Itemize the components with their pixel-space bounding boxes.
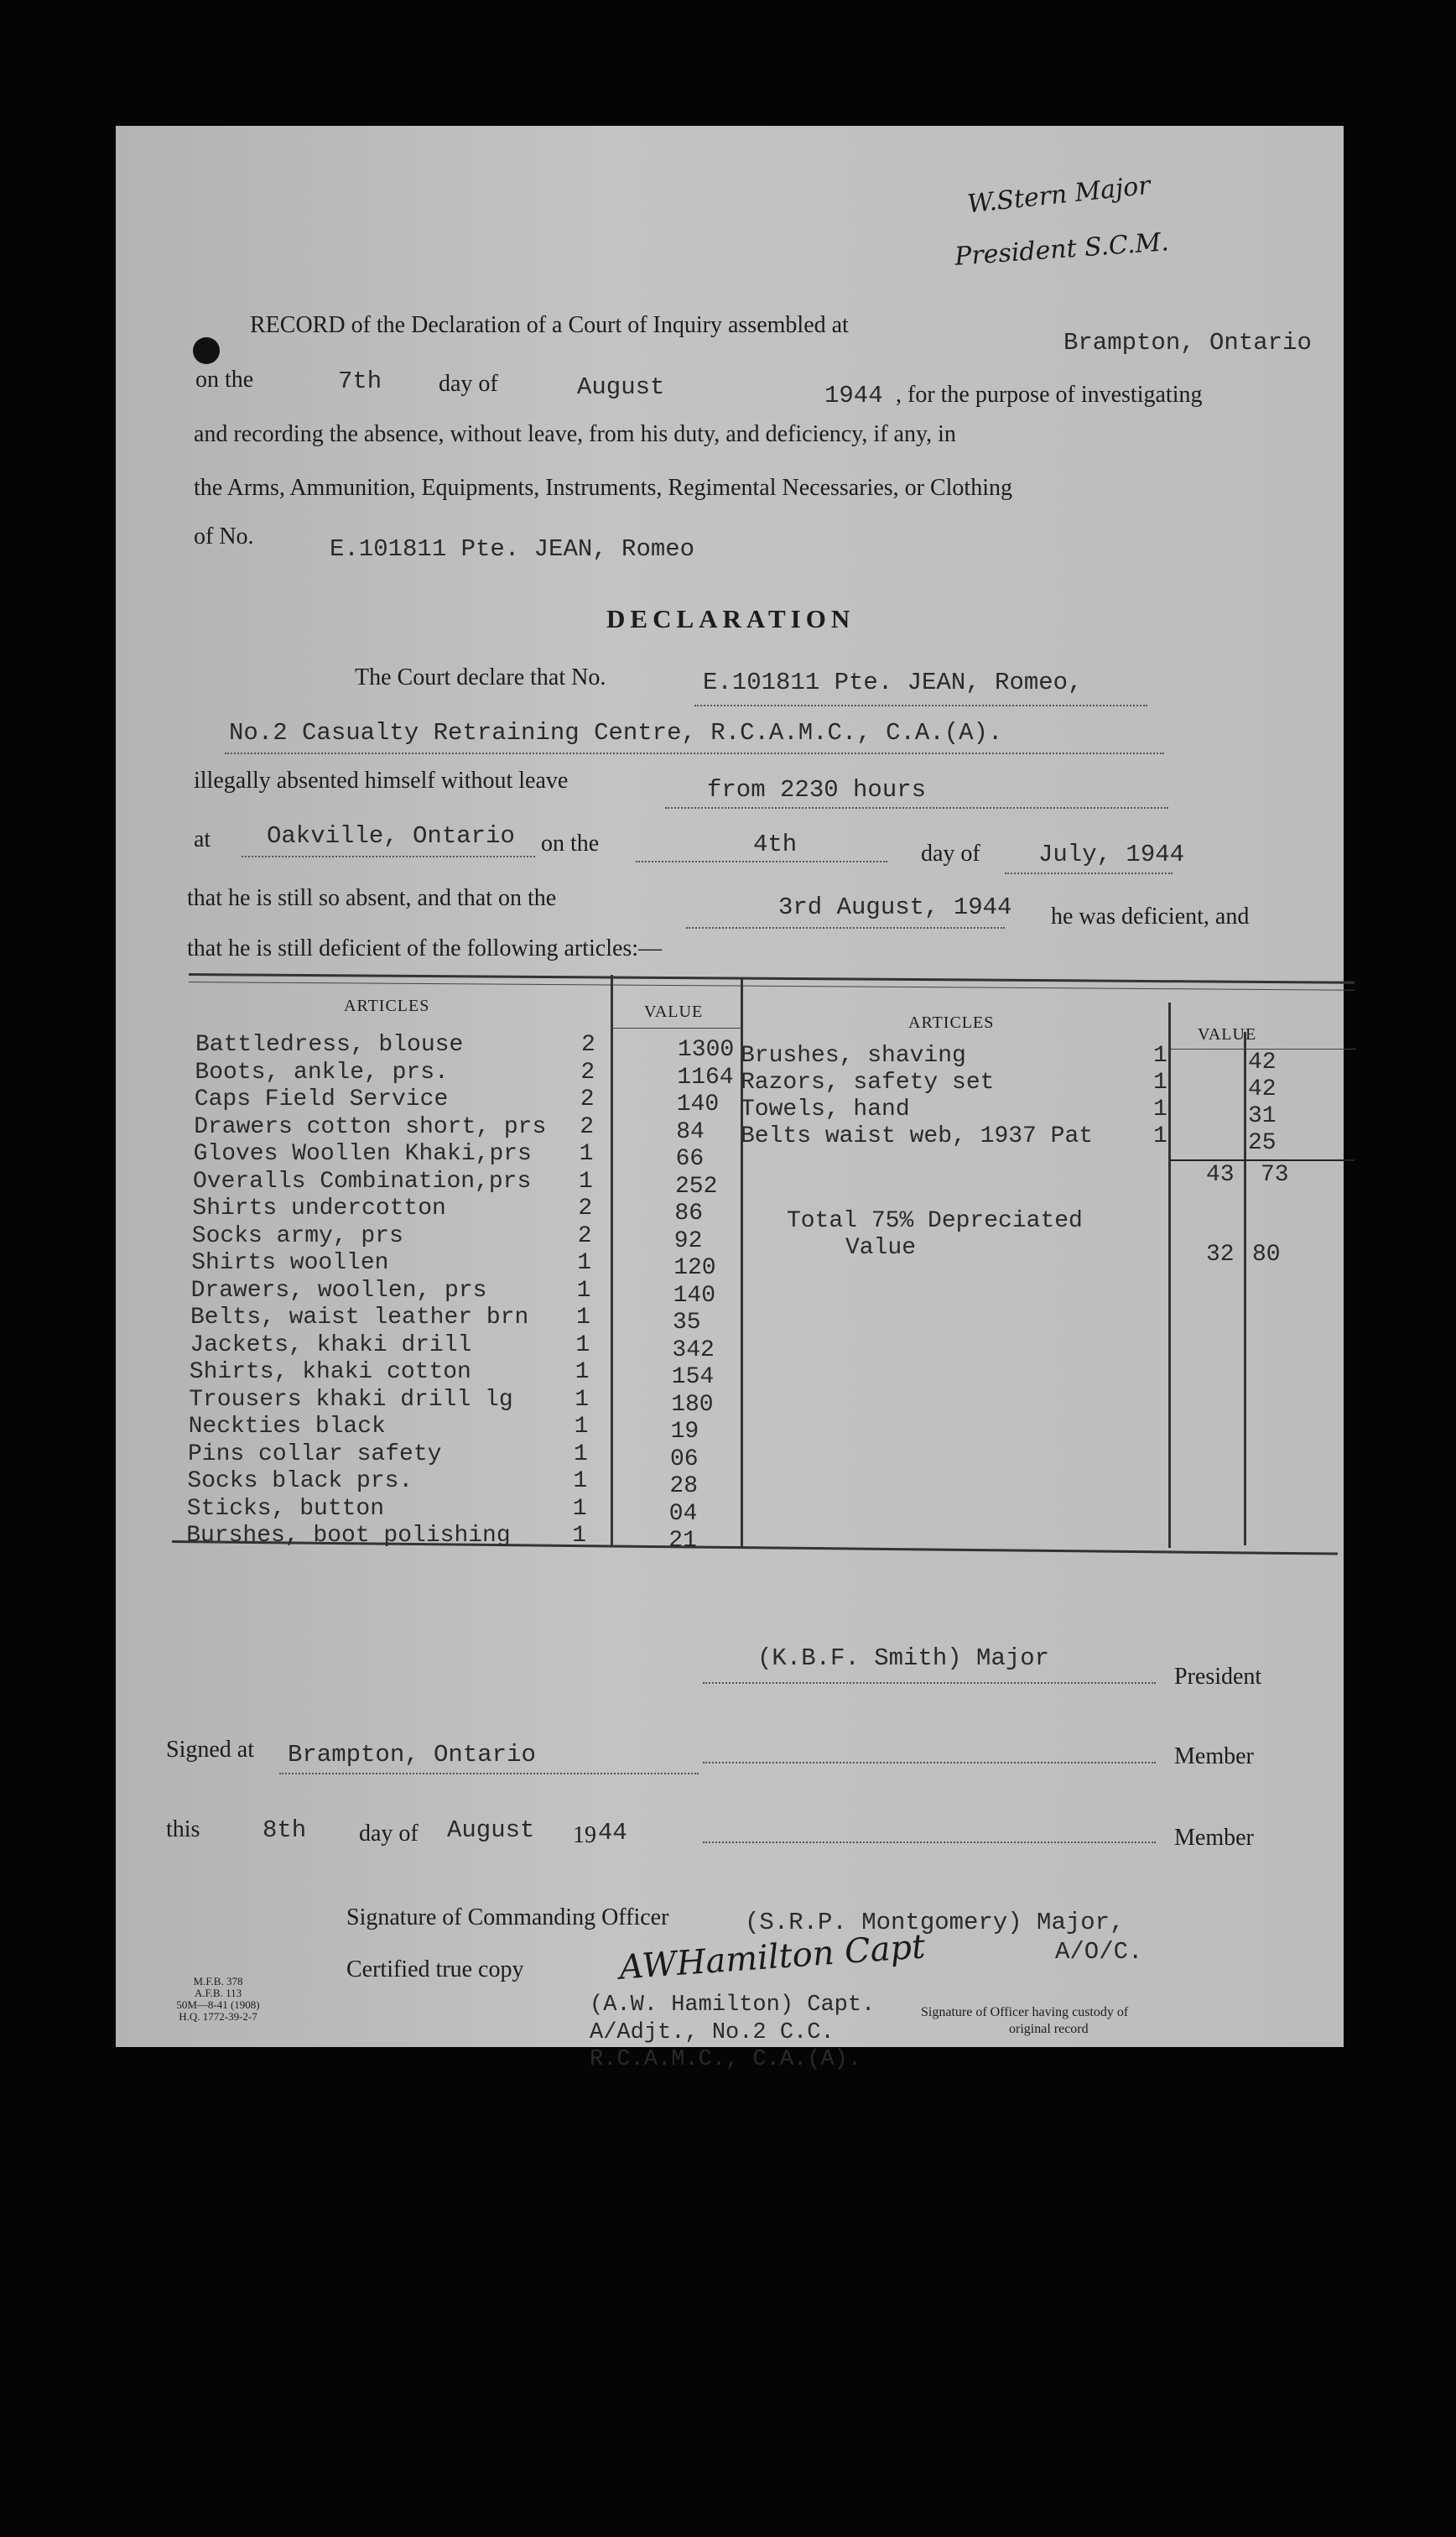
right-row-qty: 1 (1153, 1097, 1167, 1123)
right-row-article: Belts waist web, 1937 Pat (741, 1123, 1094, 1149)
member-label-1: Member (1174, 1743, 1254, 1769)
left-row-article: Pins collar safety (188, 1440, 442, 1467)
left-row-qty: 2 (578, 1196, 593, 1222)
left-row-value: 84 (676, 1118, 705, 1145)
declaration-illegally: illegally absented himself without leave (194, 768, 569, 794)
subtotal-dollars: 43 (1206, 1162, 1235, 1188)
left-row-value: 28 (669, 1473, 698, 1499)
left-row-value: 06 (670, 1446, 699, 1472)
left-row-qty: 1 (574, 1414, 589, 1440)
left-row-qty: 1 (579, 1141, 594, 1167)
left-row-qty: 2 (580, 1086, 595, 1112)
left-row-qty: 1 (575, 1359, 590, 1385)
record-year: 1944 (824, 382, 883, 409)
certifier-name: (A.W. Hamilton) Capt. (590, 1993, 876, 2018)
left-row-qty: 2 (577, 1222, 592, 1249)
left-row-article: Neckties black (188, 1414, 386, 1440)
signed-at-label: Signed at (166, 1737, 254, 1763)
declaration-court: The Court declare that No. (355, 664, 606, 690)
declaration-at: at (194, 826, 211, 852)
certifier-unit: R.C.A.M.C., C.A.(A). (590, 2047, 862, 2072)
co-name: (S.R.P. Montgomery) Major, (745, 1909, 1125, 1936)
record-place: Brampton, Ontario (1063, 329, 1312, 357)
left-row-qty: 1 (573, 1468, 588, 1494)
left-row-qty: 2 (580, 1059, 595, 1086)
record-day: 7th (338, 367, 382, 395)
total-cents: 80 (1252, 1242, 1281, 1268)
left-row-article: Belts, waist leather brn (190, 1305, 529, 1331)
co-title: A/O/C. (1055, 1938, 1143, 1966)
document-page (116, 126, 1344, 2072)
declaration-abs-month: July, 1944 (1038, 841, 1185, 868)
left-row-qty: 1 (577, 1250, 591, 1276)
left-row-value: 66 (675, 1146, 705, 1172)
record-line-3: and recording the absence, without leave, from his duty, and deficiency, if any, in (194, 421, 956, 447)
total-label-2: Value (845, 1235, 917, 1261)
right-row-cents: 42 (1248, 1076, 1277, 1102)
left-row-qty: 1 (575, 1386, 589, 1413)
left-row-qty: 1 (576, 1305, 590, 1331)
record-intro: RECORD of the Declaration of a Court of Inquiry assembled at (250, 312, 849, 338)
declaration-deficient-of: that he is still deficient of the following articles:— (187, 935, 663, 961)
left-row-article: Jackets, khaki drill (190, 1331, 472, 1358)
custody-label-1: Signature of Officer having custody of (921, 2005, 1129, 2019)
right-col-value-header: VALUE (1198, 1025, 1257, 1044)
left-row-value: 140 (673, 1282, 716, 1309)
form-code: H.Q. 1772-39-2-7 (179, 2010, 257, 2023)
subtotal-cents: 73 (1261, 1162, 1289, 1188)
declaration-heading: DECLARATION (606, 604, 855, 633)
right-row-article: Brushes, shaving (741, 1043, 966, 1069)
record-purpose: , for the purpose of investigating (896, 382, 1203, 408)
declaration-deficient-date: 3rd August, 1944 (778, 893, 1012, 921)
right-row-cents: 25 (1248, 1130, 1277, 1156)
certified-label: Certified true copy (346, 1956, 524, 1982)
left-row-qty: 1 (579, 1168, 593, 1195)
form-code: A.F.B. 113 (194, 1987, 242, 1999)
signed-day: 8th (263, 1816, 307, 1844)
left-row-value: 120 (673, 1255, 716, 1281)
left-row-article: Overalls Combination,prs (193, 1168, 532, 1195)
annotation-line-2: President S.C.M. (954, 227, 1170, 272)
record-on-the: on the (195, 367, 254, 393)
form-codes (155, 1976, 281, 2023)
left-row-article: Socks army, prs (191, 1222, 403, 1249)
left-row-value: 180 (671, 1391, 714, 1418)
left-row-qty: 1 (575, 1331, 590, 1358)
left-row-article: Shirts undercotton (192, 1196, 446, 1222)
left-row-article: Socks black prs. (187, 1468, 413, 1494)
right-row-qty: 1 (1153, 1123, 1167, 1149)
left-row-value: 35 (673, 1310, 701, 1336)
signed-year-suffix: 44 (598, 1819, 627, 1847)
record-month: August (577, 373, 665, 401)
declaration-still-absent: that he is still so absent, and that on the (187, 885, 557, 911)
left-row-article: Sticks, button (186, 1495, 385, 1522)
right-row-qty: 1 (1153, 1043, 1167, 1069)
signed-year-prefix: 19 (573, 1822, 596, 1848)
right-row-article: Towels, hand (741, 1097, 910, 1123)
right-row-qty: 1 (1153, 1070, 1167, 1096)
left-row-article: Battledress, blouse (195, 1032, 464, 1058)
declaration-abs-day: 4th (753, 831, 798, 858)
total-label-1: Total 75% Depreciated (787, 1208, 1083, 1234)
left-row-qty: 1 (572, 1495, 587, 1522)
left-row-value: 86 (674, 1201, 703, 1227)
right-row-cents: 42 (1248, 1050, 1277, 1076)
declaration-soldier: E.101811 Pte. JEAN, Romeo, (703, 669, 1083, 696)
ink-blot (193, 337, 220, 364)
left-row-qty: 1 (574, 1440, 588, 1467)
signed-month: August (447, 1816, 535, 1844)
left-row-article: Shirts, khaki cotton (189, 1359, 471, 1385)
left-row-article: Drawers cotton short, prs (194, 1113, 547, 1140)
signed-place: Brampton, Ontario (288, 1741, 536, 1769)
president-label: President (1174, 1664, 1262, 1690)
left-row-qty: 2 (580, 1113, 594, 1140)
custody-label-2: original record (1009, 2022, 1089, 2036)
left-row-value: 21 (668, 1528, 697, 1554)
left-row-value: 04 (668, 1500, 698, 1527)
left-row-qty: 2 (581, 1032, 595, 1058)
left-row-value: 19 (670, 1419, 699, 1445)
declaration-on-the: on the (541, 831, 600, 857)
total-dollars: 32 (1206, 1242, 1235, 1268)
left-row-value: 92 (673, 1227, 703, 1254)
left-row-qty: 1 (572, 1523, 586, 1549)
right-col-articles-header: ARTICLES (908, 1013, 995, 1032)
declaration-from-time: from 2230 hours (707, 776, 927, 804)
left-col-articles-header: ARTICLES (344, 997, 430, 1015)
left-row-article: Caps Field Service (194, 1086, 449, 1112)
form-code: 50M—8-41 (1908) (176, 1998, 260, 2011)
signed-day-of: day of (359, 1821, 419, 1847)
form-code: M.F.B. 378 (193, 1975, 243, 1987)
record-soldier: E.101811 Pte. JEAN, Romeo (330, 535, 695, 563)
left-row-value: 342 (672, 1336, 715, 1363)
right-row-article: Razors, safety set (741, 1070, 995, 1096)
left-row-value: 1164 (677, 1064, 734, 1091)
member-label-2: Member (1174, 1825, 1254, 1851)
left-row-article: Drawers, woollen, prs (190, 1277, 487, 1304)
record-of-no: of No. (194, 524, 254, 550)
left-row-article: Trousers khaki drill lg (189, 1386, 513, 1413)
record-line-4: the Arms, Ammunition, Equipments, Instruments, Regimental Necessaries, or Clothing (194, 475, 1012, 501)
left-row-article: Gloves Woollen Khaki,prs (193, 1141, 532, 1167)
left-row-article: Shirts woollen (191, 1250, 389, 1276)
left-row-value: 1300 (678, 1037, 735, 1063)
certifier-signature: AWHamilton Capt (617, 1927, 927, 1987)
declaration-day-of: day of (921, 841, 980, 867)
annotation-line-1: W.Stern Major (965, 170, 1152, 220)
left-row-article: Boots, ankle, prs. (195, 1059, 449, 1086)
co-label: Signature of Commanding Officer (346, 1904, 669, 1930)
left-col-value-header: VALUE (644, 1003, 704, 1021)
left-row-qty: 1 (576, 1277, 591, 1304)
declaration-unit: No.2 Casualty Retraining Centre, R.C.A.M.C., C.A.(A). (229, 719, 1003, 747)
certifier-title: A/Adjt., No.2 C.C. (590, 2020, 835, 2045)
right-row-cents: 31 (1248, 1103, 1277, 1129)
left-row-value: 154 (671, 1364, 715, 1390)
left-row-value: 140 (676, 1091, 720, 1117)
declaration-was-deficient: he was deficient, and (1051, 904, 1250, 930)
record-day-of: day of (439, 371, 498, 397)
left-row-value: 252 (675, 1173, 718, 1200)
president-name: (K.B.F. Smith) Major (757, 1644, 1050, 1672)
this-label: this (166, 1816, 200, 1842)
declaration-location: Oakville, Ontario (267, 822, 515, 850)
left-row-article: Burshes, boot polishing (186, 1523, 511, 1549)
